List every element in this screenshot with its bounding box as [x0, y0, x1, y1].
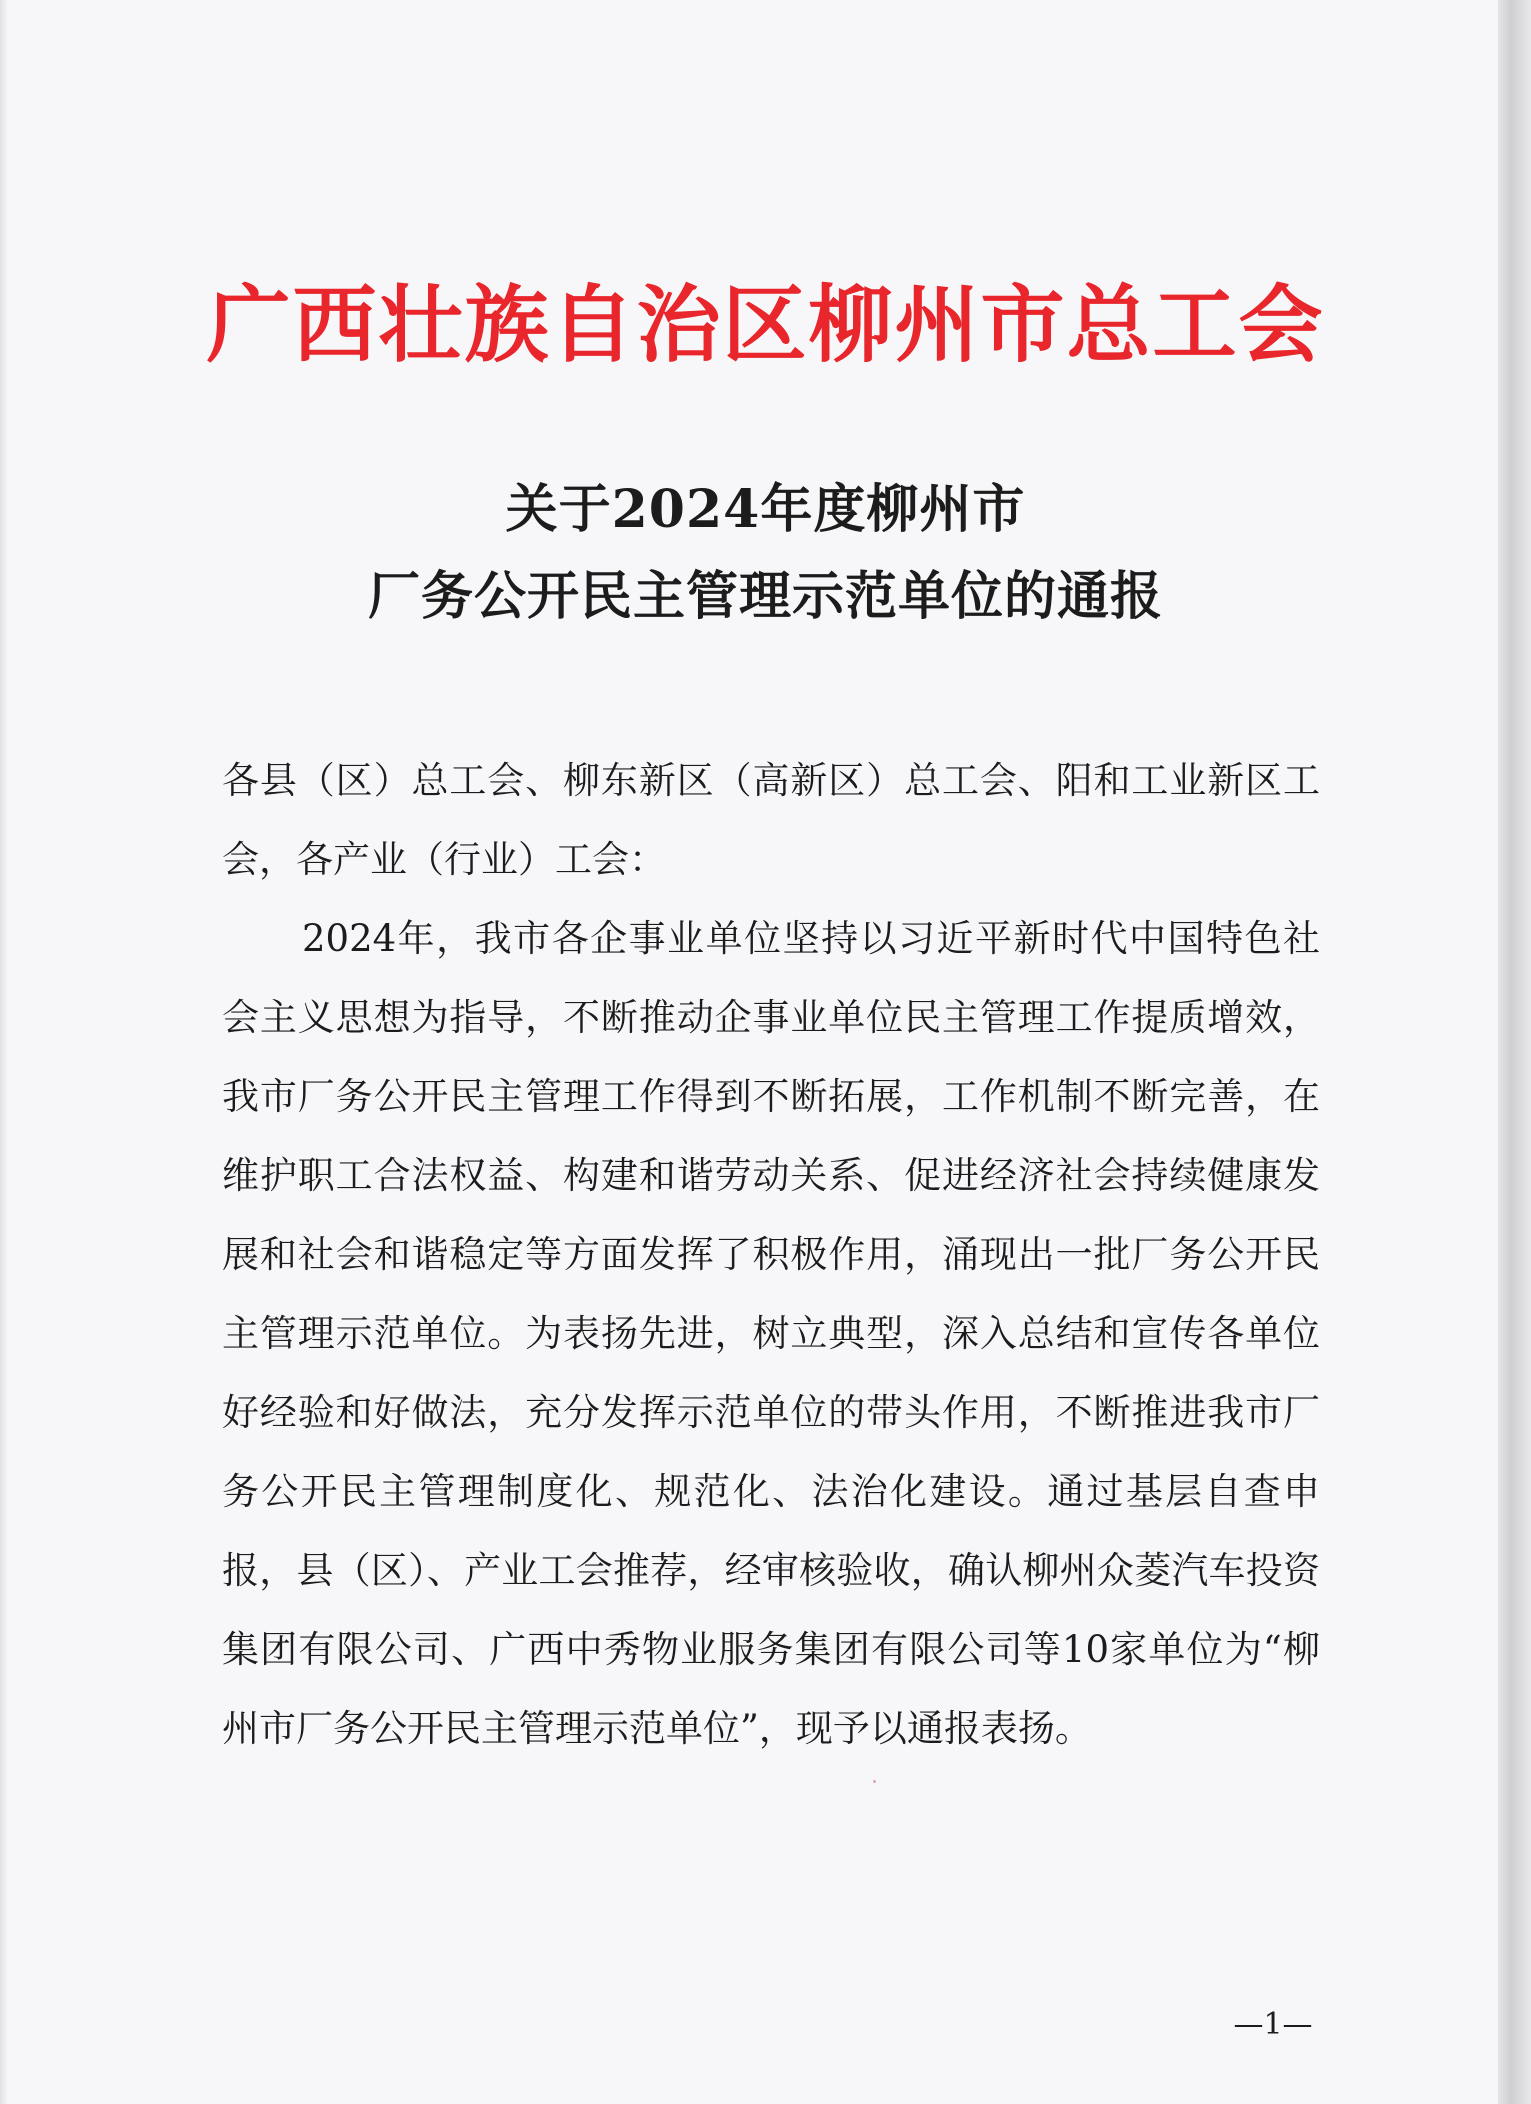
- document-title-line-1: 关于2024年度柳州市: [505, 479, 1026, 540]
- scan-speck: [873, 1780, 876, 1783]
- addressee: 各县（区）总工会、柳东新区（高新区）总工会、阳和工业新区工会，各产业（行业）工会：: [222, 759, 1320, 881]
- body-paragraph: 2024年，我市各企事业单位坚持以习近平新时代中国特色社会主义思想为指导，不断推动企事业单位民主管理工作提质增效，我市厂务公开民主管理工作得到不断拓展，工作机制不断完善，在维护职工合法权益、构建和谐劳动关系、促进经济社会持续健康发展和社会和谐稳定等方面发挥了积极作用，涌现出一批厂务公开民主管理示范单位。为表扬先进，树立典型，深入总结和宣传各单位好经验和好做法，充分发挥示范单位的带头作用，不断推进我市厂务公开民主管理制度化、规范化、法治化建设。通过基层自查申报，县（区）、产业工会推荐，经审核验收，确认柳州众菱汽车投资集团有限公司、广西中秀物业服务集团有限公司等10家单位为“柳州市厂务公开民主管理示范单位”，现予以通报表扬。: [222, 917, 1320, 1750]
- organization-header: 广西壮族自治区柳州市总工会: [206, 275, 1325, 374]
- document-title-line-2: 厂务公开民主管理示范单位的通报: [367, 566, 1163, 627]
- page-number: —1—: [1233, 2007, 1313, 2042]
